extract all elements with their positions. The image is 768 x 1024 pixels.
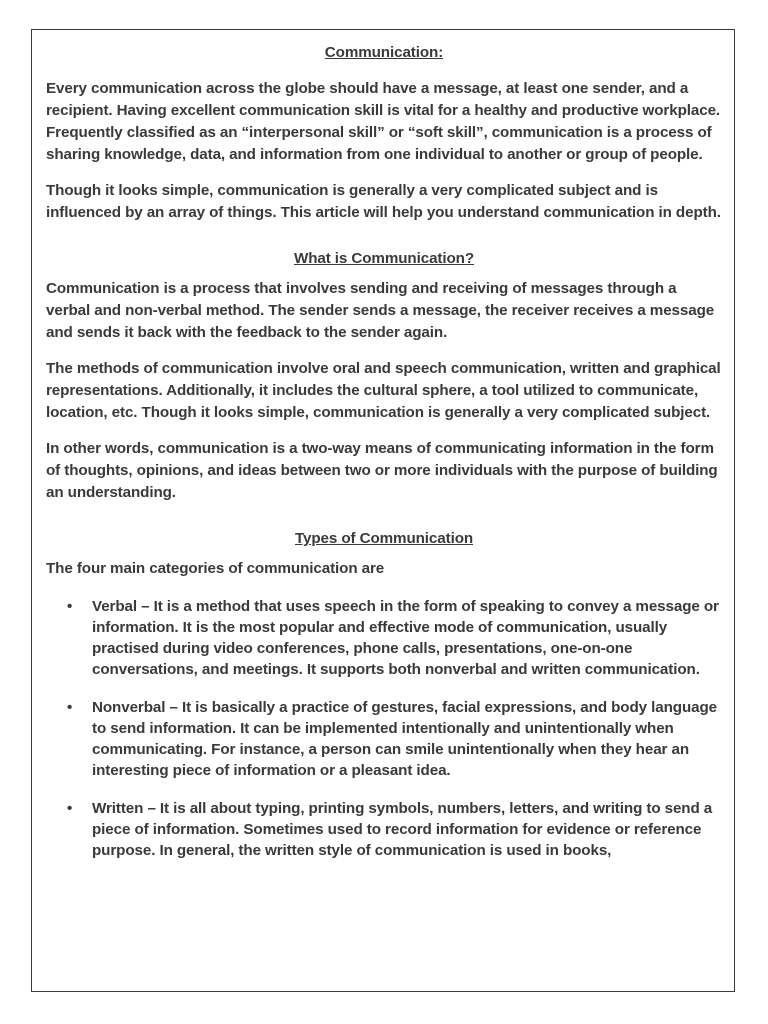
document-body	[46, 42, 722, 878]
bullet-icon: •	[67, 699, 73, 716]
what-paragraph-2: The methods of communication involve oral and speech communication, written and graphical representations. Additionally, it includes the cultural sphere, a tool utilized to communicate, location, etc. Though it looks simple, communication is generally a very complicated subject.	[46, 360, 721, 421]
intro-paragraph-2: Though it looks simple, communication is generally a very complicated subject and is influenced by an array of things. This article will help you understand communication in depth.	[46, 182, 721, 221]
list-item	[46, 697, 722, 781]
bullet-icon: •	[67, 598, 73, 615]
what-paragraph-3: In other words, communication is a two-way means of communicating information in the form of thoughts, opinions, and ideas between two or more individuals with the purpose of building an understanding.	[46, 440, 718, 501]
section-heading-types-of-communication: Types of Communication	[294, 530, 474, 547]
what-paragraph-1: Communication is a process that involves sending and receiving of messages through a verbal and non-verbal method. The sender sends a message, the receiver receives a message and sends it back with the feedback to the sender again.	[46, 280, 715, 341]
list-item-text: Verbal – It is a method that uses speech in the form of speaking to convey a message or information. It is the most popular and effective mode of communication, usually practised during video conferences, phone calls, presentations, one-on-one conversations, and meetings. It supports both nonverbal and written communication.	[92, 598, 719, 678]
list-item-text: Written – It is all about typing, printing symbols, numbers, letters, and writing to send a piece of information. Sometimes used to record information for evidence or reference purpose. In general, the written style of communication is used in books,	[92, 800, 713, 859]
list-item	[46, 596, 722, 680]
intro-paragraph-1: Every communication across the globe should have a message, at least one sender, and a recipient. Having excellent communication skill is vital for a healthy and productive workplace. Frequently classified as an “interpersonal skill” or “soft skill”, communication is a process of sharing knowledge, data, and information from one individual to another or group of people.	[46, 80, 721, 163]
list-item	[46, 798, 722, 861]
section-heading-what-is-communication: What is Communication?	[293, 250, 475, 267]
document-page	[31, 29, 735, 992]
types-bullet-list	[46, 596, 722, 861]
types-intro-paragraph: The four main categories of communication are	[46, 560, 385, 577]
document-title: Communication:	[324, 44, 444, 61]
bullet-icon: •	[67, 800, 73, 817]
list-item-text: Nonverbal – It is basically a practice of gestures, facial expressions, and body language to send information. It can be implemented intentionally and unintentionally when communicating. For instance, a person can smile unintentionally when they hear an interesting piece of information or a pleasant idea.	[92, 699, 717, 779]
